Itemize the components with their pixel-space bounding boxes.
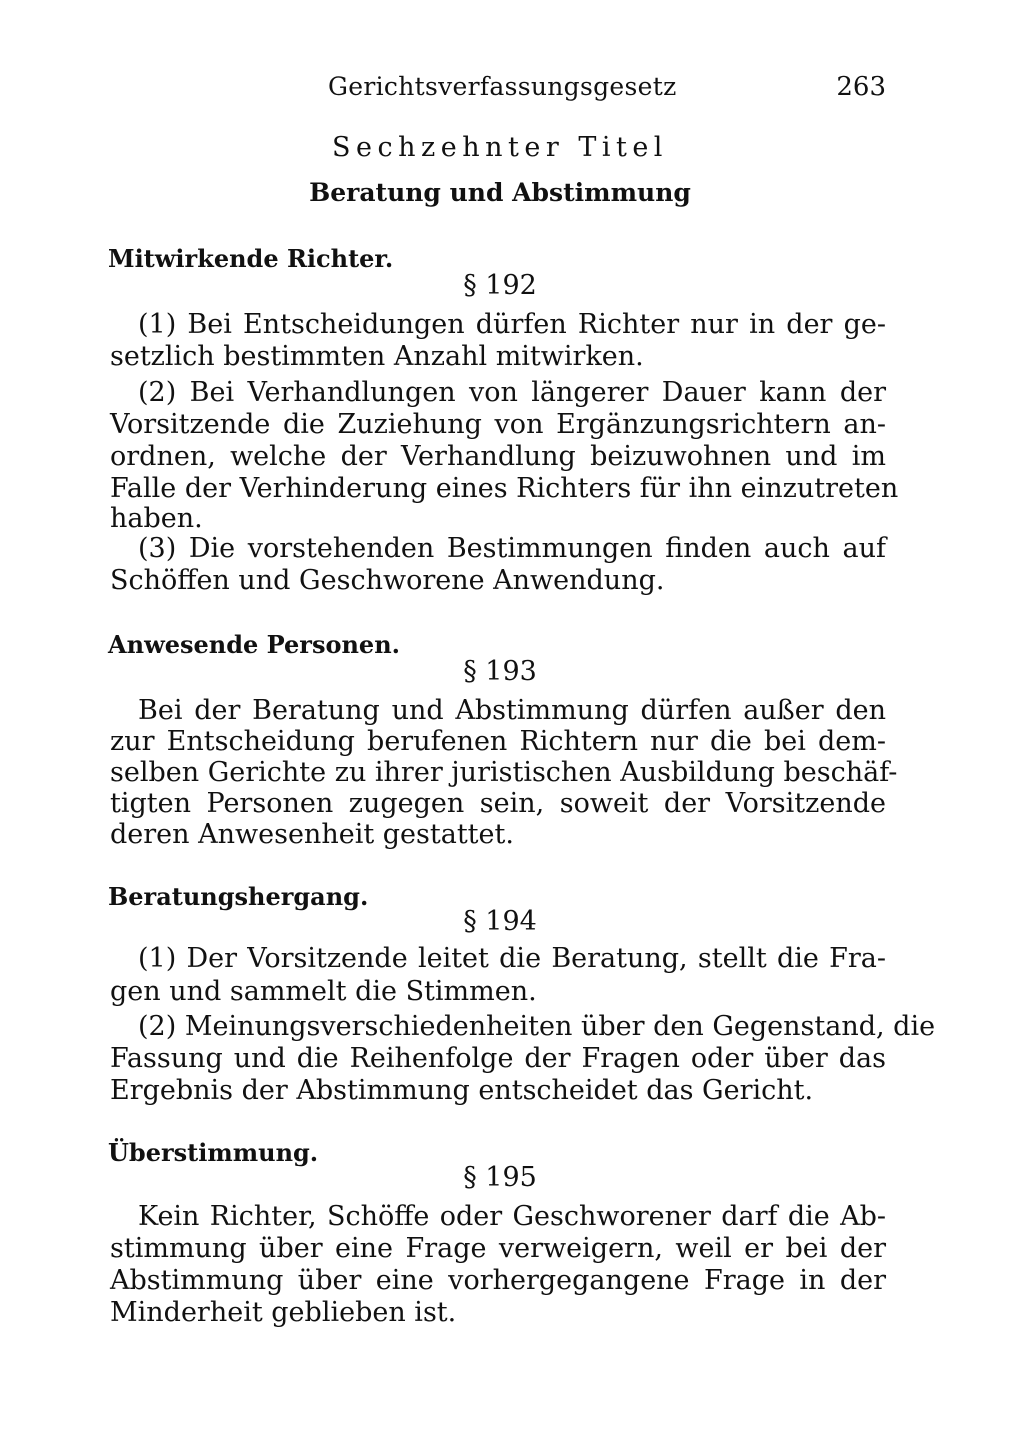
section-heading: Überstimmung. <box>108 1138 319 1167</box>
text-line: Minderheit geblieben ist. <box>110 1297 457 1328</box>
page-header <box>110 72 886 112</box>
section-heading: Beratungshergang. <box>108 882 369 911</box>
paragraph-number: § 193 <box>463 656 537 687</box>
text-line: Bei der Beratung und Abstimmung dürfen außer den <box>138 695 886 726</box>
paragraph-number: § 192 <box>463 270 537 301</box>
text-line: (3) Die vorstehenden Bestimmungen finden auch auf <box>138 533 886 564</box>
text-line: Fassung und die Reihenfolge der Fragen oder über das <box>110 1043 886 1074</box>
text-line: setzlich bestimmten Anzahl mitwirken. <box>110 341 644 372</box>
text-line: gen und sammelt die Stimmen. <box>110 976 537 1007</box>
paragraph-number: § 194 <box>463 906 537 937</box>
running-title: Gerichtsverfassungsgesetz <box>328 72 677 101</box>
text-line: zur Entscheidung berufenen Richtern nur die bei dem- <box>110 726 886 757</box>
text-line: Ergebnis der Abstimmung entscheidet das Gericht. <box>110 1075 814 1106</box>
text-line: haben. <box>110 503 203 534</box>
text-line: (2) Meinungsverschiedenheiten über den Gegenstand, die <box>138 1011 936 1042</box>
section-heading: Anwesende Personen. <box>108 630 400 659</box>
title-subheading: Beratung und Abstimmung <box>309 178 691 207</box>
text-line: Schöffen und Geschworene Anwendung. <box>110 565 665 596</box>
text-line: selben Gerichte zu ihrer juristischen Ausbildung beschäf- <box>110 757 898 788</box>
text-line: (2) Bei Verhandlungen von längerer Dauer kann der <box>138 377 886 408</box>
text-line: deren Anwesenheit gestattet. <box>110 819 514 850</box>
text-line: ordnen, welche der Verhandlung beizuwohnen und im <box>110 441 886 472</box>
text-line: Vorsitzende die Zuziehung von Ergänzungsrichtern an- <box>110 409 886 440</box>
paragraph-number: § 195 <box>463 1162 537 1193</box>
text-line: stimmung über eine Frage verweigern, weil er bei der <box>110 1233 886 1264</box>
text-line: (1) Bei Entscheidungen dürfen Richter nur in der ge- <box>138 309 886 340</box>
section-heading: Mitwirkende Richter. <box>108 244 394 273</box>
page-number: 263 <box>836 72 886 102</box>
text-line: Kein Richter, Schöffe oder Geschworener darf die Ab- <box>138 1201 886 1232</box>
text-line: tigten Personen zugegen sein, soweit der Vorsitzende <box>110 788 886 819</box>
text-line: Falle der Verhinderung eines Richters für ihn einzutreten <box>110 473 899 504</box>
title-heading: Sechzehnter Titel <box>332 132 668 163</box>
text-line: Abstimmung über eine vorhergegangene Frage in der <box>110 1265 886 1296</box>
text-line: (1) Der Vorsitzende leitet die Beratung, stellt die Fra- <box>138 943 886 974</box>
